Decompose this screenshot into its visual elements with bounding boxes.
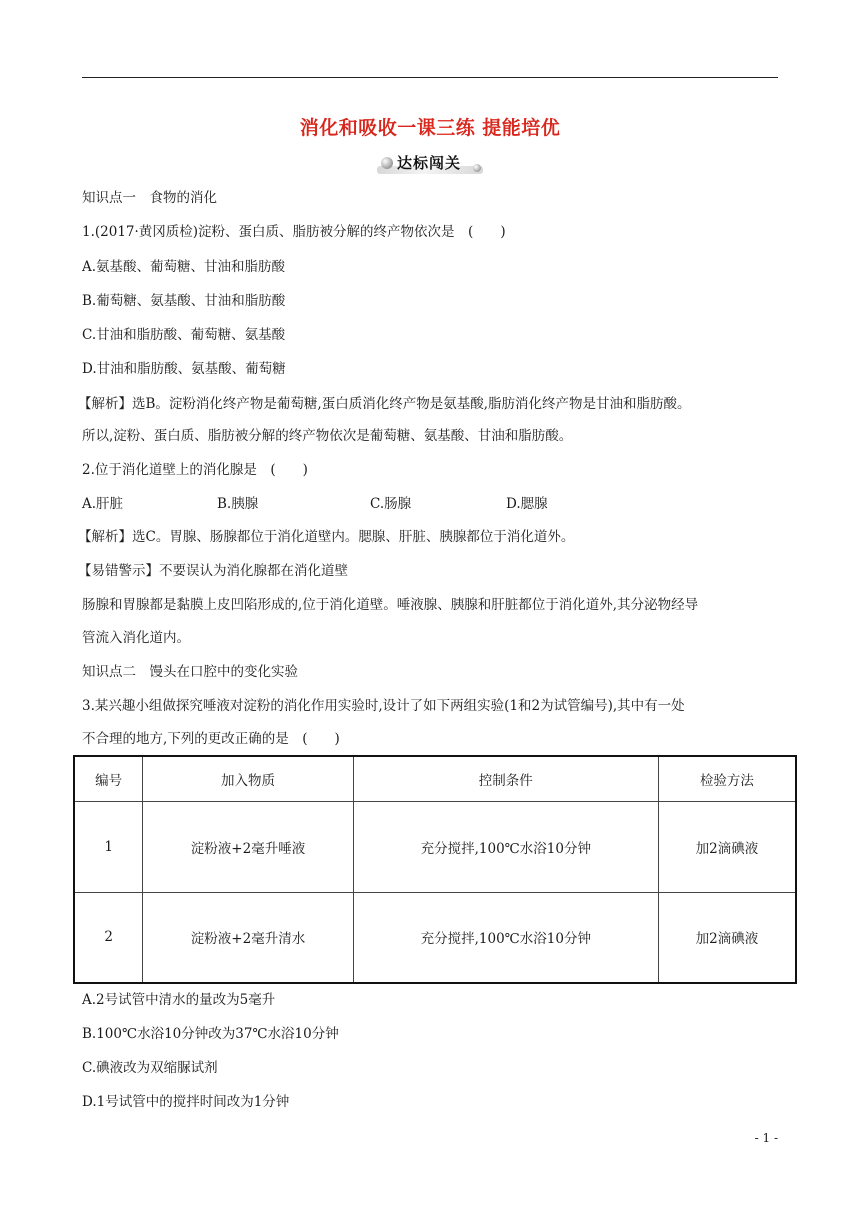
question-1-stem: 1.(2017·黄冈质检)淀粉、蛋白质、脂肪被分解的终产物依次是 ( ) — [82, 224, 506, 240]
question-3-stem: 3.某兴趣小组做探究唾液对淀粉的消化作用实验时,设计了如下两组实验(1和2为试管编号),其中有一处 — [82, 698, 685, 714]
table-header-cell: 编号 — [74, 756, 143, 801]
question-3-option-c: C.碘液改为双缩脲试剂 — [82, 1060, 218, 1076]
question-2-stem: 2.位于消化道壁上的消化腺是 ( ) — [82, 462, 308, 478]
question-2-option-d: D.腮腺 — [506, 496, 548, 512]
table-row — [74, 892, 796, 983]
question-2-warning-text: 肠腺和胃腺都是黏膜上皮凹陷形成的,位于消化道壁。唾液腺、胰腺和肝脏都位于消化道外,其分泌物经导 — [82, 597, 699, 613]
question-1-option-a: A.氨基酸、葡萄糖、甘油和脂肪酸 — [82, 259, 286, 275]
table-header-row — [74, 756, 796, 801]
question-3-option-d: D.1号试管中的搅拌时间改为1分钟 — [82, 1094, 290, 1110]
question-2-options — [82, 492, 642, 512]
question-1-option-c: C.甘油和脂肪酸、葡萄糖、氨基酸 — [82, 327, 286, 343]
badge-label: 达标闯关 — [397, 154, 462, 172]
table-cell: 加2滴碘液 — [658, 801, 796, 892]
table-cell: 2 — [74, 892, 143, 983]
question-1-option-d: D.甘油和脂肪酸、氨基酸、葡萄糖 — [82, 361, 286, 377]
page-title: 消化和吸收一课三练 提能培优 — [299, 117, 561, 139]
question-3-stem-cont: 不合理的地方,下列的更改正确的是 ( ) — [82, 731, 340, 747]
table-cell: 充分搅拌,100℃水浴10分钟 — [353, 892, 658, 983]
section-heading-1: 知识点一 食物的消化 — [82, 190, 217, 206]
question-1-option-b: B.葡萄糖、氨基酸、甘油和脂肪酸 — [82, 293, 286, 309]
table-header-cell: 控制条件 — [353, 756, 658, 801]
table-cell: 加2滴碘液 — [658, 892, 796, 983]
page-number: - 1 - — [754, 1131, 778, 1145]
question-1-analysis-cont: 所以,淀粉、蛋白质、脂肪被分解的终产物依次是葡萄糖、氨基酸、甘油和脂肪酸。 — [82, 428, 573, 444]
question-2-analysis: 【解析】选C。胃腺、肠腺都位于消化道壁内。腮腺、肝脏、胰腺都位于消化道外。 — [78, 529, 575, 545]
question-2-warning-text-cont: 管流入消化道内。 — [82, 630, 190, 646]
table-row — [74, 801, 796, 892]
question-2-option-c: C.肠腺 — [370, 496, 412, 512]
question-2-warning: 【易错警示】不要误认为消化腺都在消化道壁 — [78, 563, 348, 579]
experiment-table — [73, 755, 797, 984]
question-1-analysis: 【解析】选B。淀粉消化终产物是葡萄糖,蛋白质消化终产物是氨基酸,脂肪消化终产物是甘油和脂肪酸。 — [78, 396, 691, 412]
badge-dot-small-icon — [473, 164, 481, 172]
question-3-option-a: A.2号试管中清水的量改为5毫升 — [82, 992, 276, 1008]
table-cell: 1 — [74, 801, 143, 892]
question-3-option-b: B.100℃水浴10分钟改为37℃水浴10分钟 — [82, 1026, 339, 1042]
section-badge — [377, 152, 483, 174]
table-header-cell: 检验方法 — [658, 756, 796, 801]
table-cell: 淀粉液+2毫升唾液 — [143, 801, 353, 892]
question-2-option-b: B.胰腺 — [217, 496, 259, 512]
table-cell: 淀粉液+2毫升清水 — [143, 892, 353, 983]
table-header-cell: 加入物质 — [143, 756, 353, 801]
section-heading-2: 知识点二 馒头在口腔中的变化实验 — [82, 664, 298, 680]
header-rule — [82, 77, 778, 78]
table-cell: 充分搅拌,100℃水浴10分钟 — [353, 801, 658, 892]
question-2-option-a: A.肝脏 — [82, 496, 124, 512]
badge-dot-icon — [381, 157, 393, 169]
